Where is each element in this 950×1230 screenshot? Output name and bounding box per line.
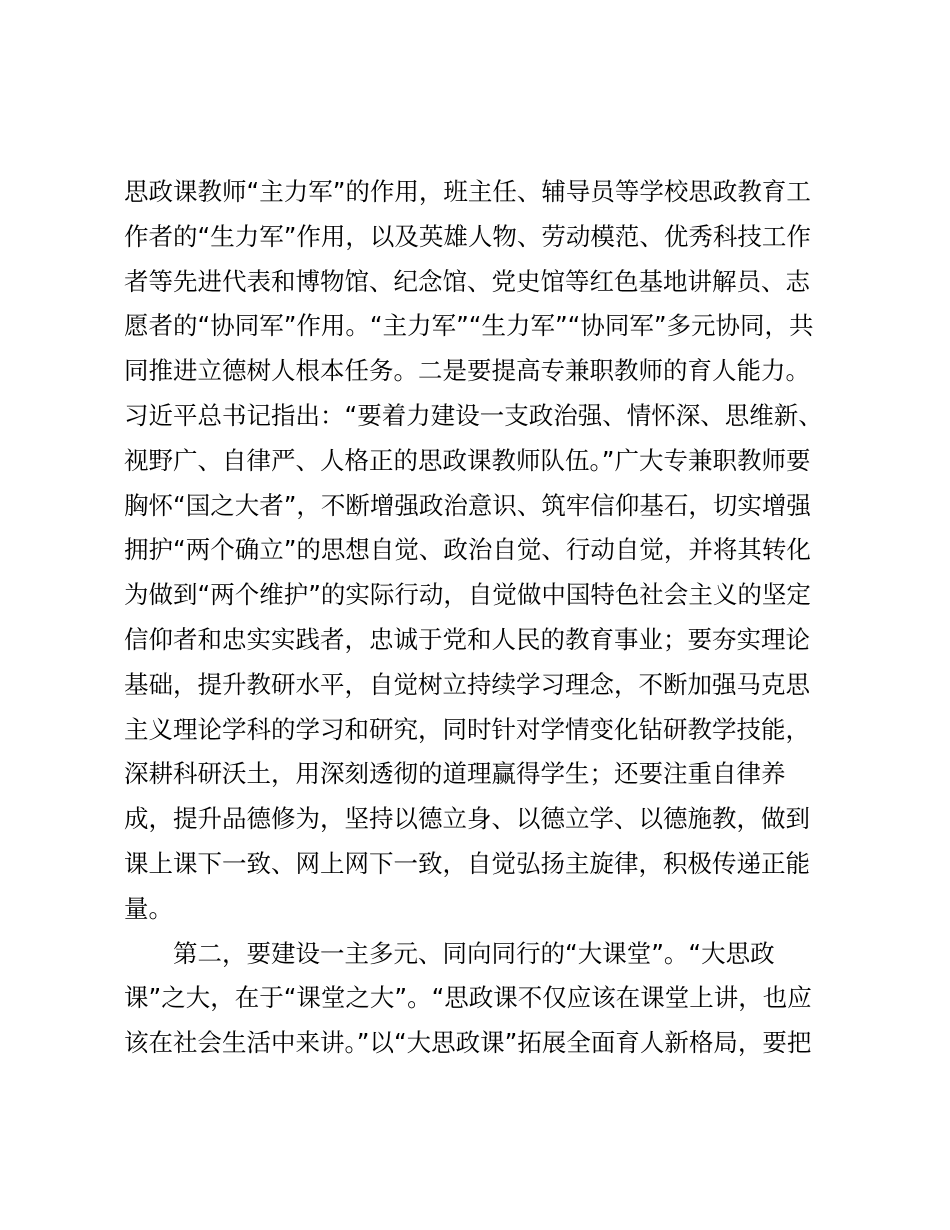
- text-line: 成，提升品德修为，坚持以德立身、以德立学、以德施教，做到: [124, 804, 810, 834]
- text-line: 课上课下一致、网上网下一致，自觉弘扬主旋律，积极传递正能: [124, 848, 810, 878]
- text-line: 基础，提升教研水平，自觉树立持续学习理念，不断加强马克思: [124, 669, 810, 699]
- text-line: 为做到“两个维护”的实际行动，自觉做中国特色社会主义的坚定: [124, 580, 811, 610]
- text-line: 作者的“生力军”作用，以及英雄人物、劳动模范、优秀科技工作: [124, 221, 811, 251]
- text-line: 者等先进代表和博物馆、纪念馆、党史馆等红色基地讲解员、志: [124, 266, 810, 296]
- body-text: [124, 170, 844, 1066]
- text-line: 信仰者和忠实实践者，忠诚于党和人民的教育事业；要夯实理论: [124, 624, 810, 654]
- text-line: 习近平总书记指出：“要着力建设一支政治强、情怀深、思维新、: [124, 400, 823, 430]
- text-line: 思政课教师“主力军”的作用，班主任、辅导员等学校思政教育工: [124, 177, 811, 206]
- text-line: 拥护“两个确立”的思想自觉、政治自觉、行动自觉，并将其转化: [124, 535, 811, 565]
- text-line: 深耕科研沃土，用深刻透彻的道理赢得学生；还要注重自律养: [124, 759, 786, 789]
- text-line: 主义理论学科的学习和研究，同时针对学情变化钻研教学技能，: [124, 714, 810, 744]
- text-line: 视野广、自律严、人格正的思政课教师队伍。”广大专兼职教师要: [124, 445, 811, 475]
- text-line: 愿者的“协同军”作用。“主力军”“生力军”“协同军”多元协同，共: [124, 311, 814, 341]
- text-line: 课”之大，在于“课堂之大”。“思政课不仅应该在课堂上讲，也应: [124, 983, 812, 1013]
- text-line: 量。: [124, 893, 173, 923]
- paragraph-start-line: 第二，要建设一主多元、同向同行的“大课堂”。“大思政: [173, 938, 775, 968]
- text-line: 该在社会生活中来讲。”以“大思政课”拓展全面育人新格局，要把: [124, 1028, 812, 1058]
- text-line: 胸怀“国之大者”，不断增强政治意识、筑牢信仰基石，切实增强: [124, 490, 811, 520]
- text-line: 同推进立德树人根本任务。二是要提高专兼职教师的育人能力。: [124, 356, 810, 386]
